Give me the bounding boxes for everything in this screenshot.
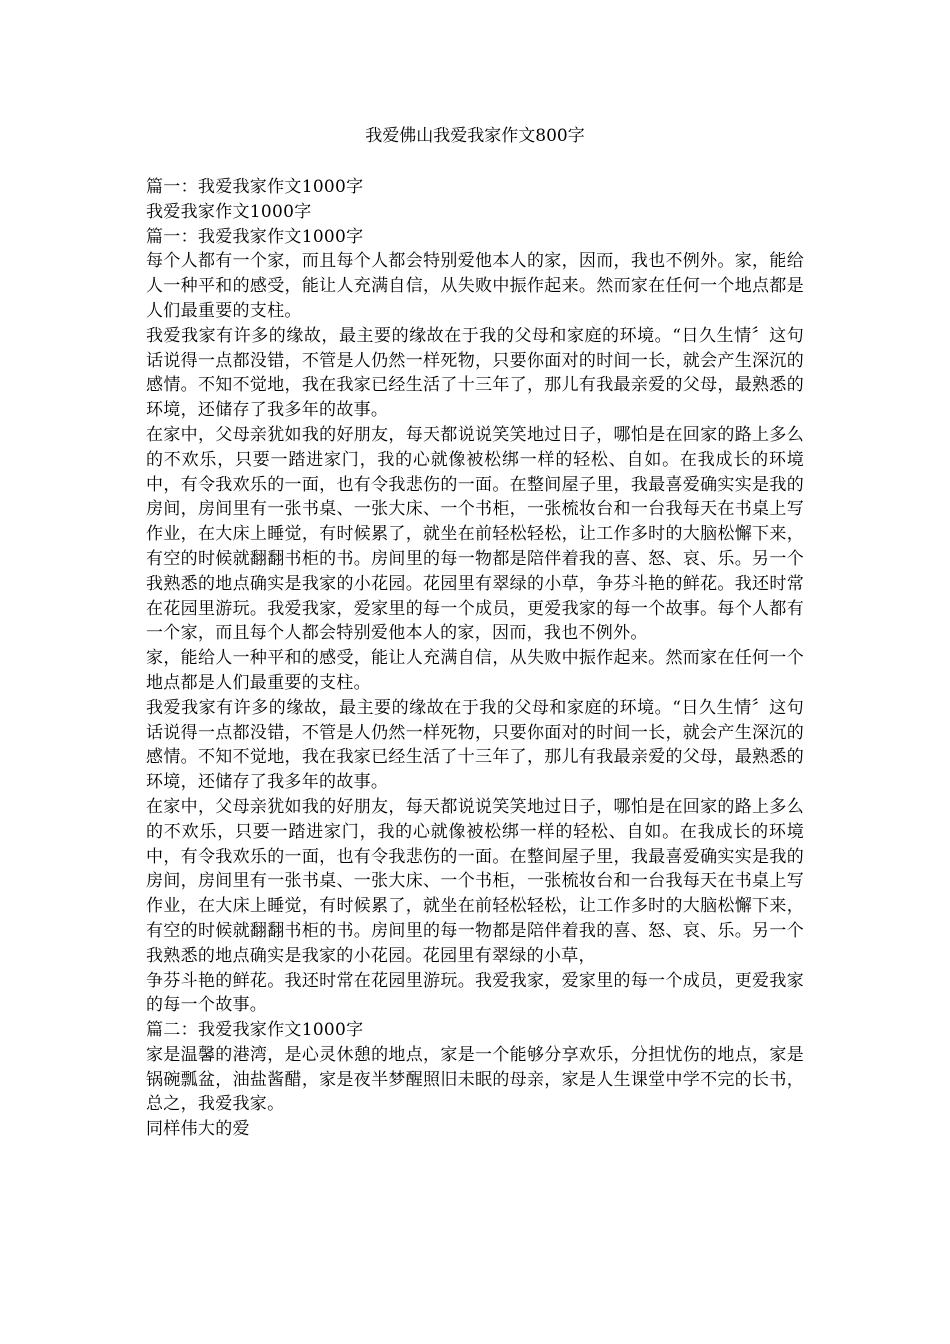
paragraph: 我爱我家有许多的缘故，最主要的缘故在于我的父母和家庭的环境。“日久生情〞这句话说得一点都没错，不管是人仍然一样死物，只要你面对的时间一长，就会产生深沉的感情。不知不觉地，我在我家已经生活了十三年了，那儿有我最亲爱的父母，最熟悉的环境，还储存了我多年的故事。 — [146, 697, 804, 793]
paragraph: 我爱我家有许多的缘故，最主要的缘故在于我的父母和家庭的环境。“日久生情〞这句话说得一点都没错，不管是人仍然一样死物，只要你面对的时间一长，就会产生深沉的感情。不知不觉地，我在我家已经生活了十三年了，那儿有我最亲爱的父母，最熟悉的环境，还储存了我多年的故事。 — [146, 325, 804, 421]
paragraph: 在家中，父母亲犹如我的好朋友，每天都说说笑笑地过日子，哪怕是在回家的路上多么的不欢乐，只要一踏进家门，我的心就像被松绑一样的轻松、自如。在我成长的环境中，有令我欢乐的一面，也有令我悲伤的一面。在整间屋子里，我最喜爱确实实是我的房间，房间里有一张书桌、一张大床、一个书柜，一张梳妆台和一台我每天在书桌上写作业，在大床上睡觉，有时候累了，就坐在前轻松轻松，让工作多时的大脑松懈下来，有空的时候就翻翻书柜的书。房间里的每一物都是陪伴着我的喜、怒、哀、乐。另一个我熟悉的地点确实是我家的小花园。花园里有翠绿的小草， — [146, 796, 804, 966]
paragraph: 同样伟大的爱 — [146, 1119, 250, 1140]
document-title: 我爱佛山我爱我家作文800字 — [365, 126, 585, 146]
heading-part-two: 篇二：我爱我家作文1000字 — [146, 1020, 364, 1041]
paragraph: 在家中，父母亲犹如我的好朋友，每天都说说笑笑地过日子，哪怕是在回家的路上多么的不欢乐，只要一踏进家门，我的心就像被松绑一样的轻松、自如。在我成长的环境中，有令我欢乐的一面，也有令我悲伤的一面。在整间屋子里，我最喜爱确实实是我的房间，房间里有一张书桌、一张大床、一个书柜，一张梳妆台和一台我每天在书桌上写作业，在大床上睡觉，有时候累了，就坐在前轻松轻松，让工作多时的大脑松懈下来，有空的时候就翻翻书柜的书。房间里的每一物都是陪伴着我的喜、怒、哀、乐。另一个我熟悉的地点确实是我家的小花园。花园里有翠绿的小草，争芬斗艳的鲜花。我还时常在花园里游玩。我爱我家，爱家里的每一个成员，更爱我家的每一个故事。每个人都有一个家，而且每个人都会特别爱他本人的家，因而，我也不例外。 — [146, 424, 804, 644]
document-body — [146, 175, 804, 1142]
paragraph: 家是温馨的港湾，是心灵休憩的地点，家是一个能够分享欢乐，分担忧伤的地点，家是锅碗瓢盆，油盐酱醋，家是夜半梦醒照旧未眠的母亲，家是人生课堂中学不完的长书，总之，我爱我家。 — [146, 1044, 804, 1115]
heading-part-one: 篇一：我爱我家作文1000字 — [146, 177, 364, 197]
paragraph: 争芬斗艳的鲜花。我还时常在花园里游玩。我爱我家，爱家里的每一个成员，更爱我家的每一个故事。 — [146, 970, 804, 1016]
subheading: 我爱我家作文1000字 — [146, 201, 312, 222]
heading-part-one-repeat: 篇一：我爱我家作文1000字 — [146, 226, 364, 247]
paragraph: 每个人都有一个家，而且每个人都会特别爱他本人的家，因而，我也不例外。家，能给人一种平和的感受，能让人充满自信，从失败中振作起来。然而家在任何一个地点都是人们最重要的支柱。 — [146, 251, 804, 321]
paragraph: 家，能给人一种平和的感受，能让人充满自信，从失败中振作起来。然而家在任何一个地点都是人们最重要的支柱。 — [146, 648, 804, 693]
